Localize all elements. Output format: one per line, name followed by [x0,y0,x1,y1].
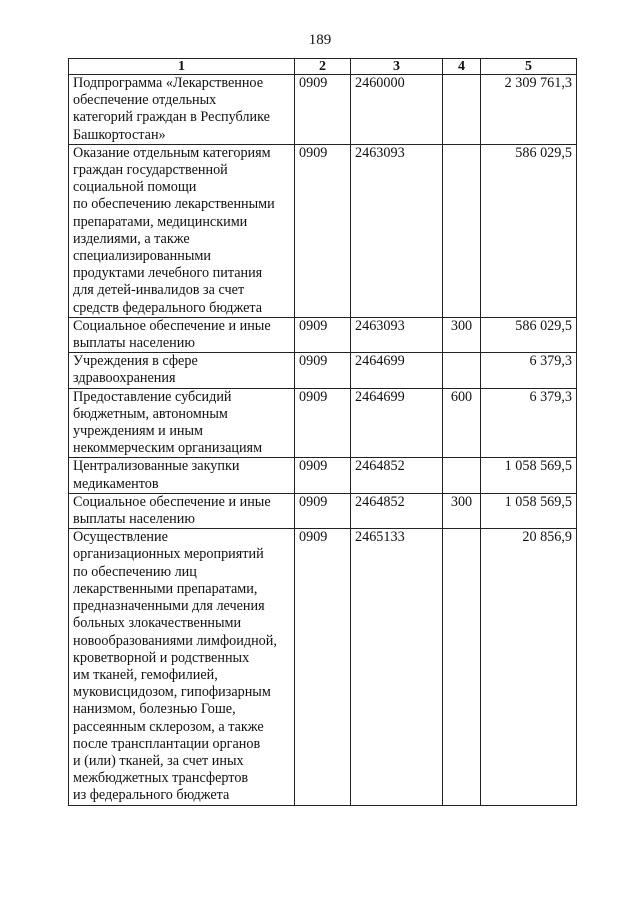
table-row [69,458,577,493]
row-amount: 20 856,9 [481,529,577,805]
table-row [69,493,577,528]
column-header-section: 2 [295,59,351,75]
row-type [443,353,481,388]
table-row [69,317,577,352]
row-name: Социальное обеспечение и иные выплаты населению [69,317,295,352]
page-number: 189 [308,32,332,48]
row-name: Подпрограмма «Лекарственное обеспечение отдельных категорий граждан в Республике Башкортостан» [69,75,295,145]
row-amount: 2 309 761,3 [481,75,577,145]
row-section: 0909 [295,353,351,388]
column-header-target: 3 [351,59,443,75]
row-target: 2464699 [351,353,443,388]
row-target: 2464699 [351,388,443,458]
row-section: 0909 [295,458,351,493]
row-section: 0909 [295,75,351,145]
row-amount: 1 058 569,5 [481,493,577,528]
table-row [69,144,577,317]
column-header-name: 1 [69,59,295,75]
row-name: Учреждения в сфере здравоохранения [69,353,295,388]
row-amount: 586 029,5 [481,144,577,317]
table-row [69,353,577,388]
row-section: 0909 [295,388,351,458]
row-type: 600 [443,388,481,458]
row-section: 0909 [295,493,351,528]
row-name: Оказание отдельным категориям граждан государственной социальной помощи по обеспечению лекарственными препаратами, медицинскими изделиями, а также специализированными продуктами лечебного питания для детей-инвалидов за счет средств федерального бюджета [69,144,295,317]
row-section: 0909 [295,529,351,805]
row-name: Социальное обеспечение и иные выплаты населению [69,493,295,528]
table-row [69,529,577,805]
row-target: 2464852 [351,458,443,493]
row-amount: 6 379,3 [481,353,577,388]
row-target: 2463093 [351,144,443,317]
row-name: Предоставление субсидий бюджетным, автономным учреждениям и иным некоммерческим организациям [69,388,295,458]
row-amount: 1 058 569,5 [481,458,577,493]
row-type [443,75,481,145]
row-section: 0909 [295,317,351,352]
row-type [443,458,481,493]
row-amount: 586 029,5 [481,317,577,352]
row-section: 0909 [295,144,351,317]
row-target: 2463093 [351,317,443,352]
row-type: 300 [443,493,481,528]
row-target: 2464852 [351,493,443,528]
row-type [443,529,481,805]
row-amount: 6 379,3 [481,388,577,458]
table-header-row [69,59,577,75]
row-target: 2465133 [351,529,443,805]
column-header-type: 4 [443,59,481,75]
row-name: Централизованные закупки медикаментов [69,458,295,493]
row-type [443,144,481,317]
row-target: 2460000 [351,75,443,145]
table-row [69,388,577,458]
row-type: 300 [443,317,481,352]
column-header-amount: 5 [481,59,577,75]
table-row [69,75,577,145]
row-name: Осуществление организационных мероприятий по обеспечению лиц лекарственными препаратами, предназначенными для лечения больных злокачественными новообразованиями лимфоидной, кроветворной и родственных им тканей, гемофилией, муковисцидозом, гипофизарным нанизмом, болезнью Гоше, рассеянным склерозом, а также после трансплантации органов и (или) тканей, за счет иных межбюджетных трансфертов из федерального бюджета [69,529,295,805]
budget-table [68,58,577,806]
